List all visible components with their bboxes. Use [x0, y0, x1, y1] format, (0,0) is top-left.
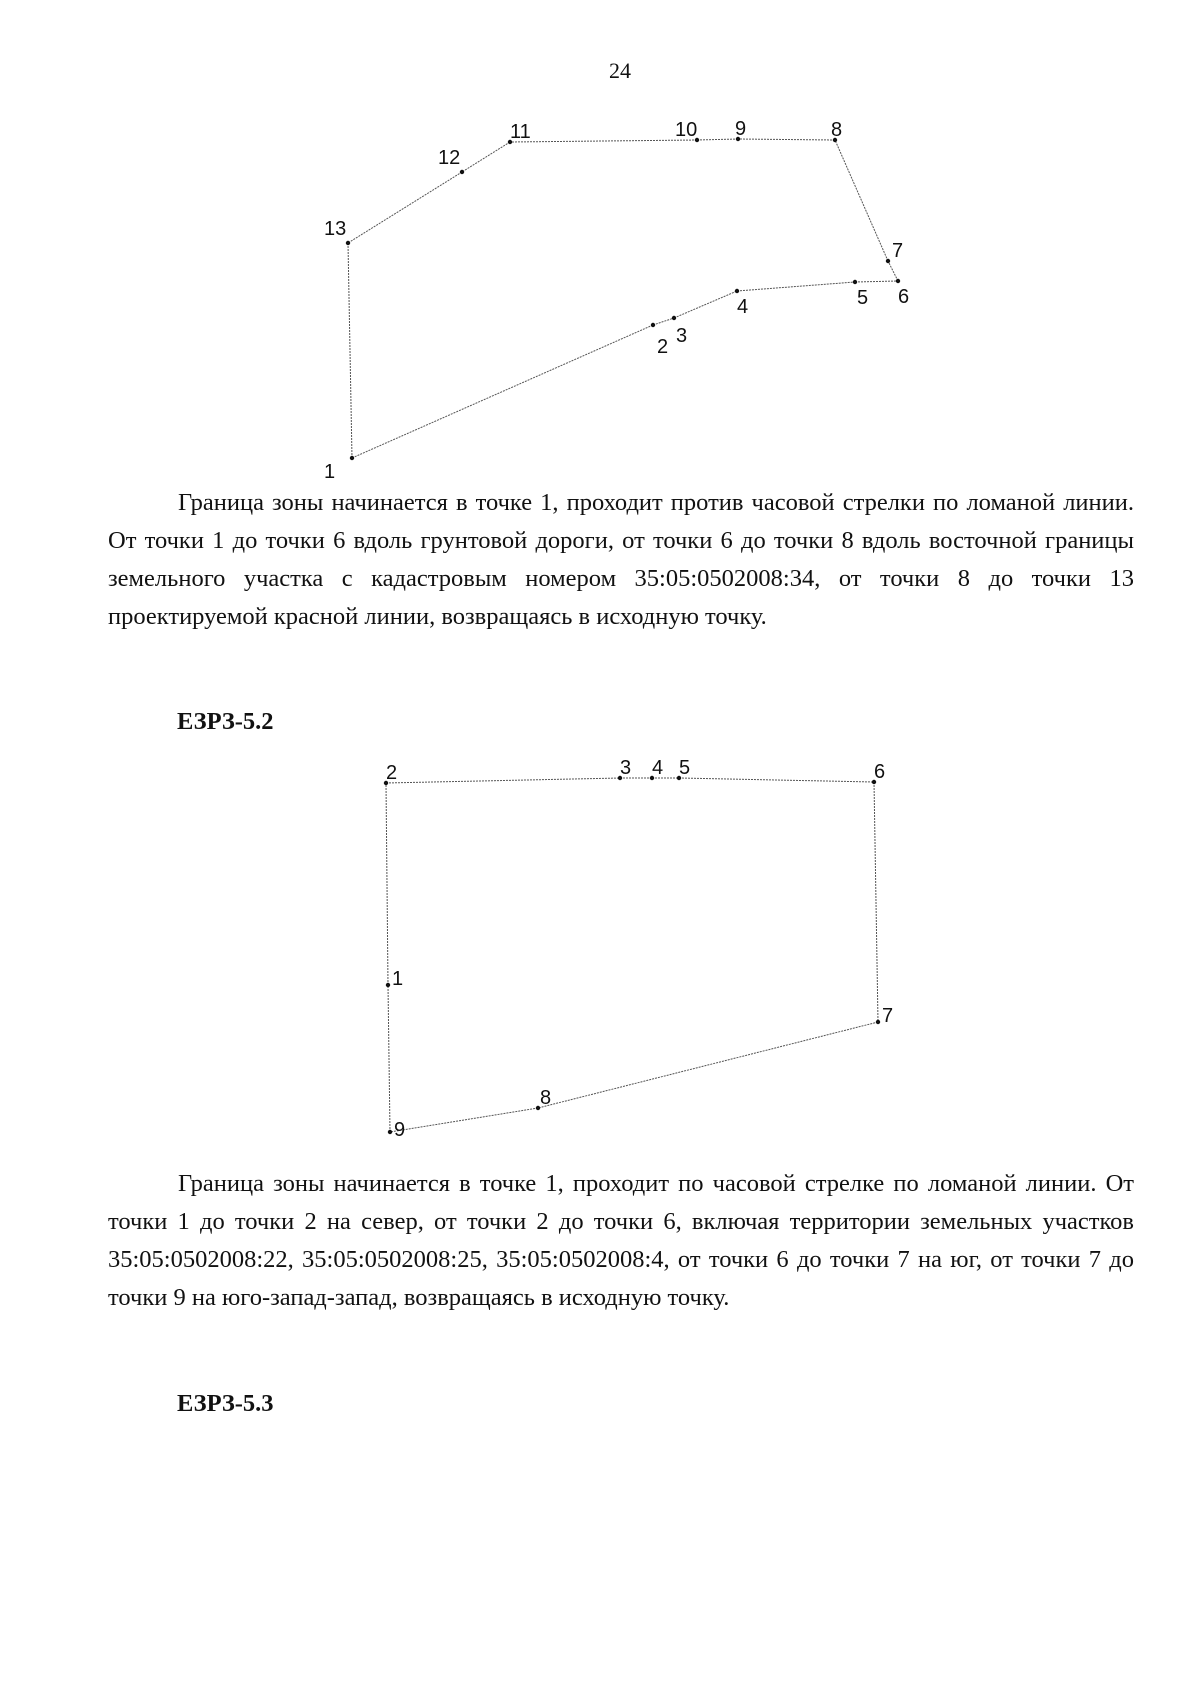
point-label: 4 [652, 757, 664, 779]
point-label: 7 [892, 240, 904, 262]
point-label: 6 [874, 761, 886, 783]
boundary-point [876, 1020, 880, 1024]
boundary-edge [390, 1108, 538, 1132]
boundary-edge [679, 778, 874, 782]
boundary-description-1: Граница зоны начинается в точке 1, проходит против часовой стрелки по ломаной линии. От точки 1 до точки 6 вдоль грунтовой дороги, от точки 6 до точки 8 вдоль восточной границы земельного участка с кадастровым номером 35:05:0502008:34, от точки 8 до точки 13 проектируемой красной линии, возвращаясь в исходную точку. [108, 489, 1134, 630]
point-label: 9 [735, 118, 747, 140]
point-label: 1 [324, 461, 336, 483]
point-label: 13 [324, 218, 347, 240]
point-label: 7 [882, 1005, 894, 1027]
point-label: 1 [392, 968, 404, 990]
boundary-point [386, 983, 390, 987]
page-number: 24 [609, 58, 631, 83]
point-label: 3 [676, 325, 688, 347]
point-label: 12 [438, 147, 461, 169]
point-label: 6 [898, 286, 910, 308]
point-label: 8 [540, 1087, 552, 1109]
point-label: 11 [510, 121, 531, 143]
point-label: 2 [386, 762, 398, 784]
point-label: 5 [857, 287, 869, 309]
boundary-edge [386, 783, 388, 985]
boundary-edge [538, 1022, 878, 1108]
point-label: 4 [737, 296, 749, 318]
point-label: 9 [394, 1119, 406, 1141]
boundary-edge [388, 985, 390, 1132]
point-label: 3 [620, 757, 632, 779]
point-label: 10 [675, 119, 698, 141]
point-label: 2 [657, 336, 669, 358]
boundary-description-2: Граница зоны начинается в точке 1, проходит по часовой стрелке по ломаной линии. От точки 1 до точки 2 на север, от точки 2 до точки 6, включая территории земельных участков 35:05:0502008:22, 35:05:0502008:25, 35:05:0502008:4, от точки 6 до точки 7 на юг, от точки 7 до точки 9 на юго-запад-запад, возвращаясь в исходную точку. [108, 1170, 1134, 1311]
boundary-edge [386, 778, 620, 783]
boundary-edge [874, 782, 878, 1022]
zone-heading-ezrz-5-3: ЕЗРЗ-5.3 [177, 1390, 274, 1417]
boundary-point [388, 1130, 392, 1134]
zone-heading-ezrz-5-2: ЕЗРЗ-5.2 [177, 708, 274, 735]
point-label: 8 [831, 119, 843, 141]
point-label: 5 [679, 757, 691, 779]
